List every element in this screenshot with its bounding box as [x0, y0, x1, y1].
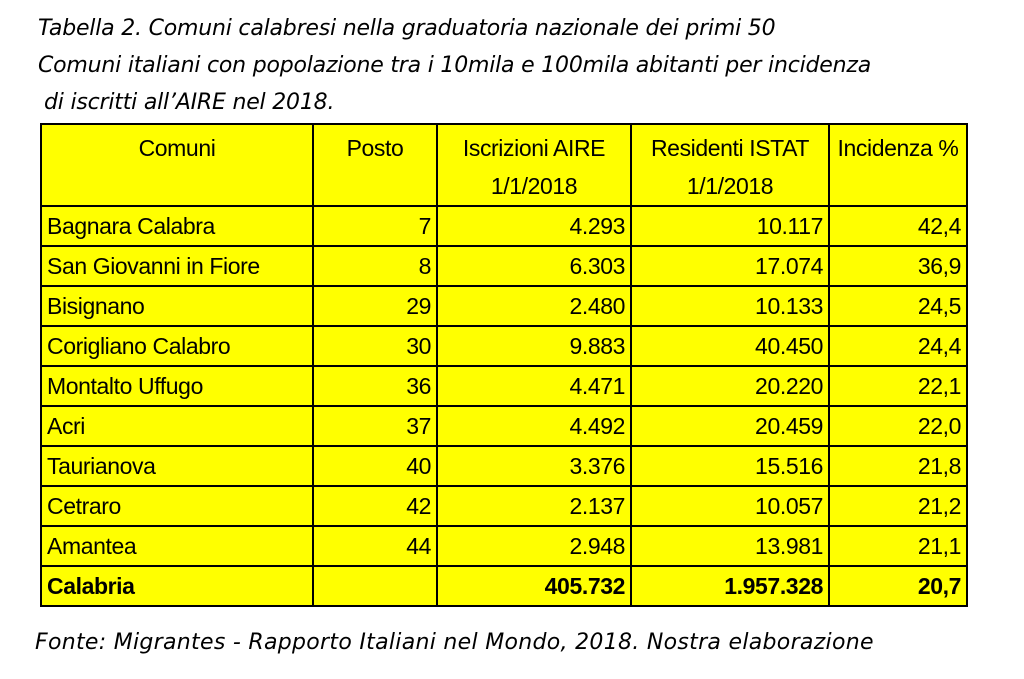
table-row — [41, 406, 967, 446]
header-aire-line1: Iscrizioni AIRE — [462, 135, 606, 161]
cell-incidenza: 36,9 — [829, 246, 967, 286]
cell-residenti: 10.133 — [631, 286, 829, 326]
total-row — [41, 566, 967, 606]
cell-residenti: 13.981 — [631, 526, 829, 566]
cell-residenti: 10.117 — [631, 206, 829, 246]
table-row — [41, 246, 967, 286]
header-istat-line2: 1/1/2018 — [686, 173, 774, 199]
table-caption — [38, 10, 998, 121]
table-row — [41, 206, 967, 246]
cell-residenti: 17.074 — [631, 246, 829, 286]
cell-posto: 30 — [313, 326, 437, 366]
cell-incidenza: 22,1 — [829, 366, 967, 406]
cell-aire: 4.471 — [437, 366, 631, 406]
cell-aire: 2.137 — [437, 486, 631, 526]
cell-aire: 3.376 — [437, 446, 631, 486]
cell-posto: 37 — [313, 406, 437, 446]
cell-residenti: 10.057 — [631, 486, 829, 526]
table-row — [41, 486, 967, 526]
cell-total-residenti: 1.957.328 — [631, 566, 829, 606]
cell-posto: 8 — [313, 246, 437, 286]
caption-line: Comuni italiani con popolazione tra i 10mila e 100mila abitanti per incidenza — [38, 53, 871, 78]
cell-residenti: 15.516 — [631, 446, 829, 486]
cell-total-label: Calabria — [41, 566, 313, 606]
data-table — [40, 123, 968, 607]
cell-total-posto — [313, 566, 437, 606]
table-row — [41, 326, 967, 366]
cell-posto: 42 — [313, 486, 437, 526]
cell-incidenza: 21,8 — [829, 446, 967, 486]
header-residenti-istat — [631, 124, 829, 206]
cell-residenti: 20.459 — [631, 406, 829, 446]
header-comuni: Comuni — [41, 124, 313, 206]
table-row — [41, 446, 967, 486]
cell-aire: 2.948 — [437, 526, 631, 566]
header-incidenza: Incidenza % — [829, 124, 967, 206]
cell-comune: Corigliano Calabro — [41, 326, 313, 366]
cell-comune: Bagnara Calabra — [41, 206, 313, 246]
header-posto: Posto — [313, 124, 437, 206]
cell-comune: Taurianova — [41, 446, 313, 486]
cell-aire: 2.480 — [437, 286, 631, 326]
cell-aire: 6.303 — [437, 246, 631, 286]
cell-posto: 44 — [313, 526, 437, 566]
cell-comune: Acri — [41, 406, 313, 446]
cell-comune: San Giovanni in Fiore — [41, 246, 313, 286]
source-note: Fonte: Migrantes - Rapporto Italiani nel Mondo, 2018. Nostra elaborazione — [35, 630, 874, 655]
cell-comune: Bisignano — [41, 286, 313, 326]
cell-aire: 4.492 — [437, 406, 631, 446]
cell-incidenza: 21,1 — [829, 526, 967, 566]
cell-posto: 40 — [313, 446, 437, 486]
header-row — [41, 124, 967, 206]
cell-incidenza: 22,0 — [829, 406, 967, 446]
cell-posto: 7 — [313, 206, 437, 246]
cell-residenti: 20.220 — [631, 366, 829, 406]
cell-total-aire: 405.732 — [437, 566, 631, 606]
table-row — [41, 526, 967, 566]
cell-comune: Cetraro — [41, 486, 313, 526]
cell-incidenza: 24,4 — [829, 326, 967, 366]
cell-posto: 36 — [313, 366, 437, 406]
cell-aire: 9.883 — [437, 326, 631, 366]
header-aire-line2: 1/1/2018 — [490, 173, 578, 199]
caption-line: Tabella 2. Comuni calabresi nella graduatoria nazionale dei primi 50 — [38, 16, 776, 41]
cell-posto: 29 — [313, 286, 437, 326]
cell-incidenza: 42,4 — [829, 206, 967, 246]
table-row — [41, 286, 967, 326]
cell-incidenza: 24,5 — [829, 286, 967, 326]
cell-comune: Amantea — [41, 526, 313, 566]
header-iscrizioni-aire — [437, 124, 631, 206]
caption-line: di iscritti all’AIRE nel 2018. — [44, 90, 335, 115]
cell-comune: Montalto Uffugo — [41, 366, 313, 406]
header-istat-line1: Residenti ISTAT — [650, 135, 810, 161]
cell-total-incidenza: 20,7 — [829, 566, 967, 606]
table-row — [41, 366, 967, 406]
cell-incidenza: 21,2 — [829, 486, 967, 526]
cell-aire: 4.293 — [437, 206, 631, 246]
cell-residenti: 40.450 — [631, 326, 829, 366]
